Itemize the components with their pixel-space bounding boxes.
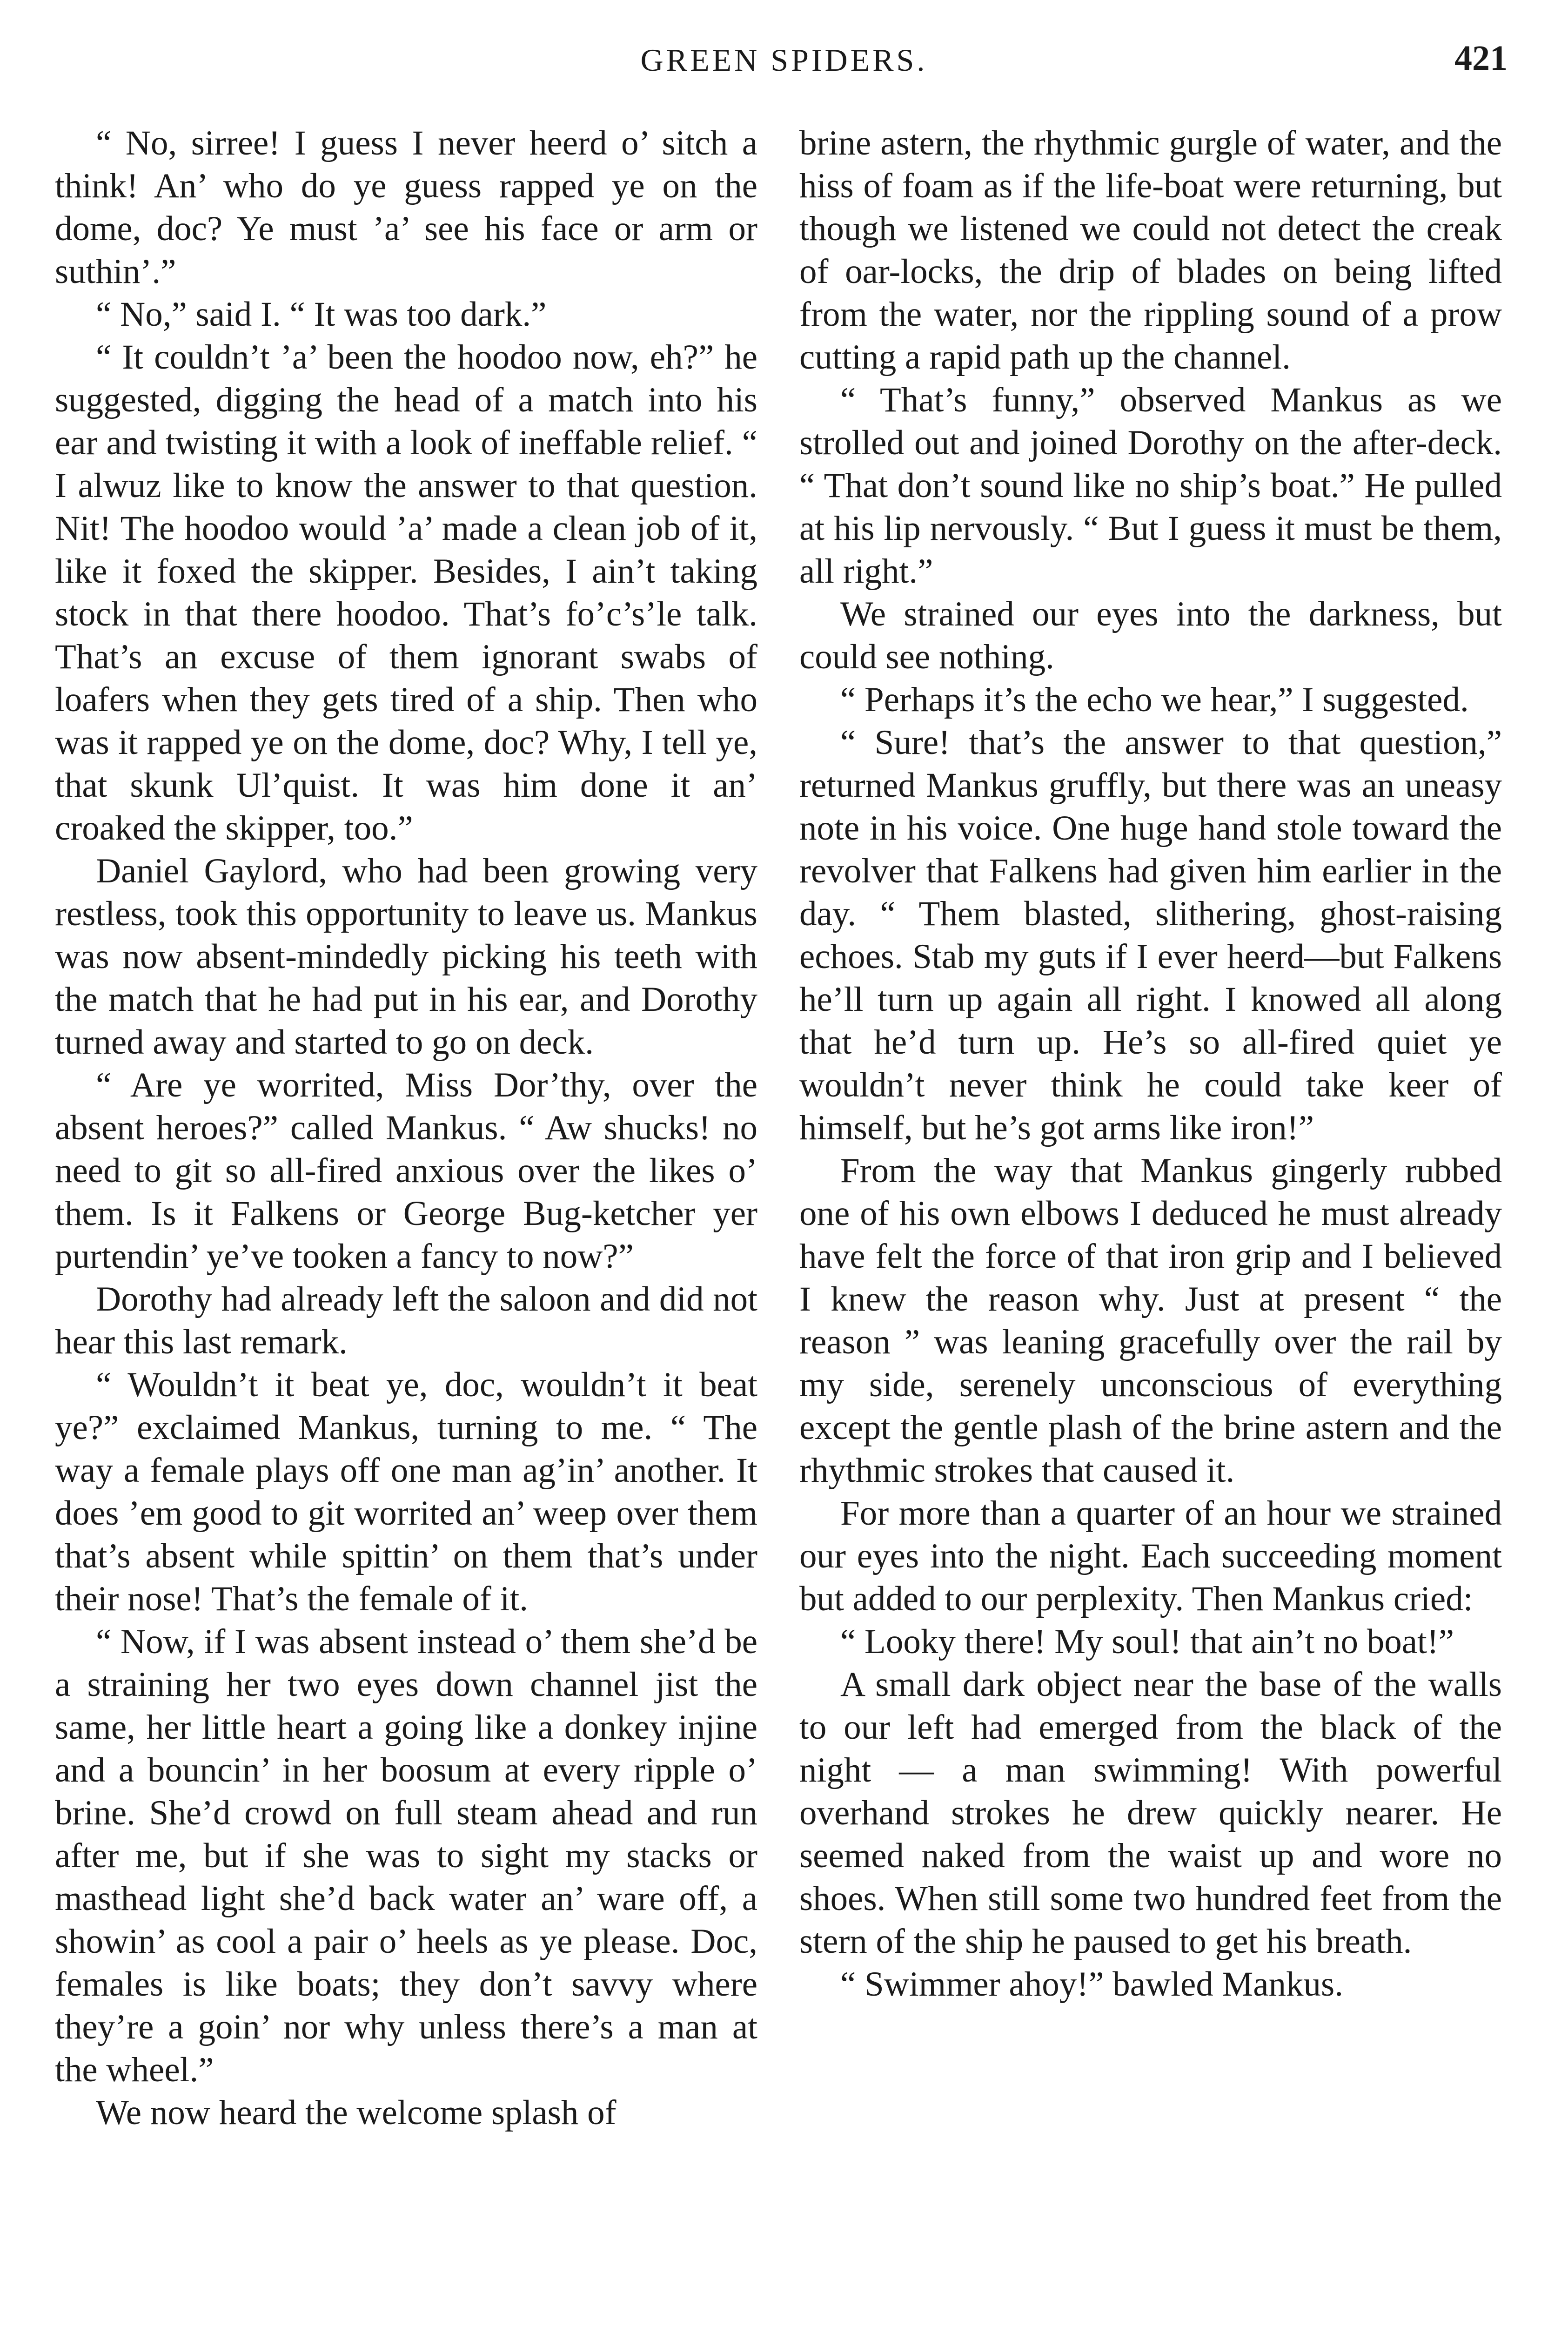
page-header [51, 33, 1517, 88]
paragraph: “ Wouldn’t it beat ye, doc, wouldn’t it beat ye?” exclaimed Mankus, turning to me. “ The way a female plays off one man ag’in’ another. It does ’em good to git worrited an’ weep over them that’s absent while spittin’ on them that’s under their nose! That’s the female of it. [55, 1365, 757, 1618]
paragraph: A small dark object near the base of the walls to our left had emerged from the black of the night — a man swimming! With powerful overhand strokes he drew quickly nearer. He seemed naked from the waist up and wore no shoes. When still some two hundred feet from the stern of the ship he paused to get his breath. [799, 1665, 1502, 1961]
paragraph: “ No,” said I. “ It was too dark.” [96, 295, 547, 334]
paragraph: “ Swimmer ahoy!” bawled Mankus. [840, 1965, 1343, 2004]
paragraph: brine astern, the rhythmic gurgle of water, and the hiss of foam as if the life-boat were returning, but though we listened we could not detect the creak of oar-locks, the drip of blades on being lifted from the water, nor the rippling sound of a prow cutting a rapid path up the channel. [799, 124, 1502, 377]
paragraph: “ Now, if I was absent instead o’ them she’d be a straining her two eyes down channel jist the same, her little heart a going like a donkey injine and a bouncin’ in her boosum at every ripple o’ brine. She’d crowd on full steam ahead and run after me, but if she was to sight my stacks or masthead light she’d back water an’ ware off, a showin’ as cool a pair o’ heels as ye please. Doc, females is like boats; they don’t savvy where they’re a goin’ nor why unless there’s a man at the wheel.” [55, 1622, 757, 2089]
paragraph: “ It couldn’t ’a’ been the hoodoo now, eh?” he suggested, digging the head of a match into his ear and twisting it with a look of ineffable relief. “ I alwuz like to know the answer to that question. Nit! The hoodoo would ’a’ made a clean job of it, like it foxed the skipper. Besides, I ain’t taking stock in that there hoodoo. That’s fo’c’s’le talk. That’s an excuse of them ignorant swabs of loafers when they gets tired of a ship. Then who was it rapped ye on the dome, doc? Why, I tell ye, that skunk Ul’quist. It was him done it an’ croaked the skipper, too.” [55, 338, 757, 847]
left-column [55, 122, 757, 2134]
paragraph: “ That’s funny,” observed Mankus as we strolled out and joined Dorothy on the after-deck. “ That don’t sound like no ship’s boat.” He pulled at his lip nervously. “ But I guess it must be them, all right.” [799, 381, 1502, 591]
paragraph: Dorothy had already left the saloon and did not hear this last remark. [55, 1280, 757, 1361]
page-number: 421 [1454, 39, 1508, 78]
paragraph: We strained our eyes into the darkness, but could see nothing. [799, 595, 1502, 676]
paragraph: “ No, sirree! I guess I never heerd o’ sitch a think! An’ who do ye guess rapped ye on the dome, doc? Ye must ’a’ see his face or arm or suthin’.” [55, 124, 757, 291]
paragraph: Daniel Gaylord, who had been growing very restless, took this opportunity to leave us. Mankus was now absent-mindedly picking his teeth with the match that he had put in his ear, and Dorothy turned away and started to go on deck. [55, 852, 757, 1062]
paragraph: From the way that Mankus gingerly rubbed one of his own elbows I deduced he must already have felt the force of that iron grip and I believed I knew the reason why. Just at present “ the reason ” was leaning gracefully over the rail by my side, serenely unconscious of everything except the gentle plash of the brine astern and the rhythmic strokes that caused it. [799, 1151, 1502, 1490]
right-column [799, 122, 1502, 2006]
paragraph: For more than a quarter of an hour we strained our eyes into the night. Each succeeding moment but added to our perplexity. Then Mankus cried: [799, 1494, 1502, 1618]
paragraph: We now heard the welcome splash of [96, 2093, 616, 2132]
paragraph: “ Are ye worrited, Miss Dor’thy, over the absent heroes?” called Mankus. “ Aw shucks! no need to git so all-fired anxious over the likes o’ them. Is it Falkens or George Bug-ketcher yer purtendin’ ye’ve tooken a fancy to now?” [55, 1066, 757, 1276]
running-title: GREEN SPIDERS. [640, 42, 928, 78]
paragraph: “ Sure! that’s the answer to that question,” returned Mankus gruffly, but there was an uneasy note in his voice. One huge hand stole toward the revolver that Falkens had given him earlier in the day. “ Them blasted, slithering, ghost-raising echoes. Stab my guts if I ever heerd—but Falkens he’ll turn up again all right. I knowed all along that he’d turn up. He’s so all-fired quiet ye wouldn’t never think he could take keer of himself, but he’s got arms like iron!” [799, 723, 1502, 1147]
paragraph: “ Looky there! My soul! that ain’t no boat!” [840, 1622, 1454, 1661]
paragraph: “ Perhaps it’s the echo we hear,” I suggested. [840, 680, 1469, 719]
